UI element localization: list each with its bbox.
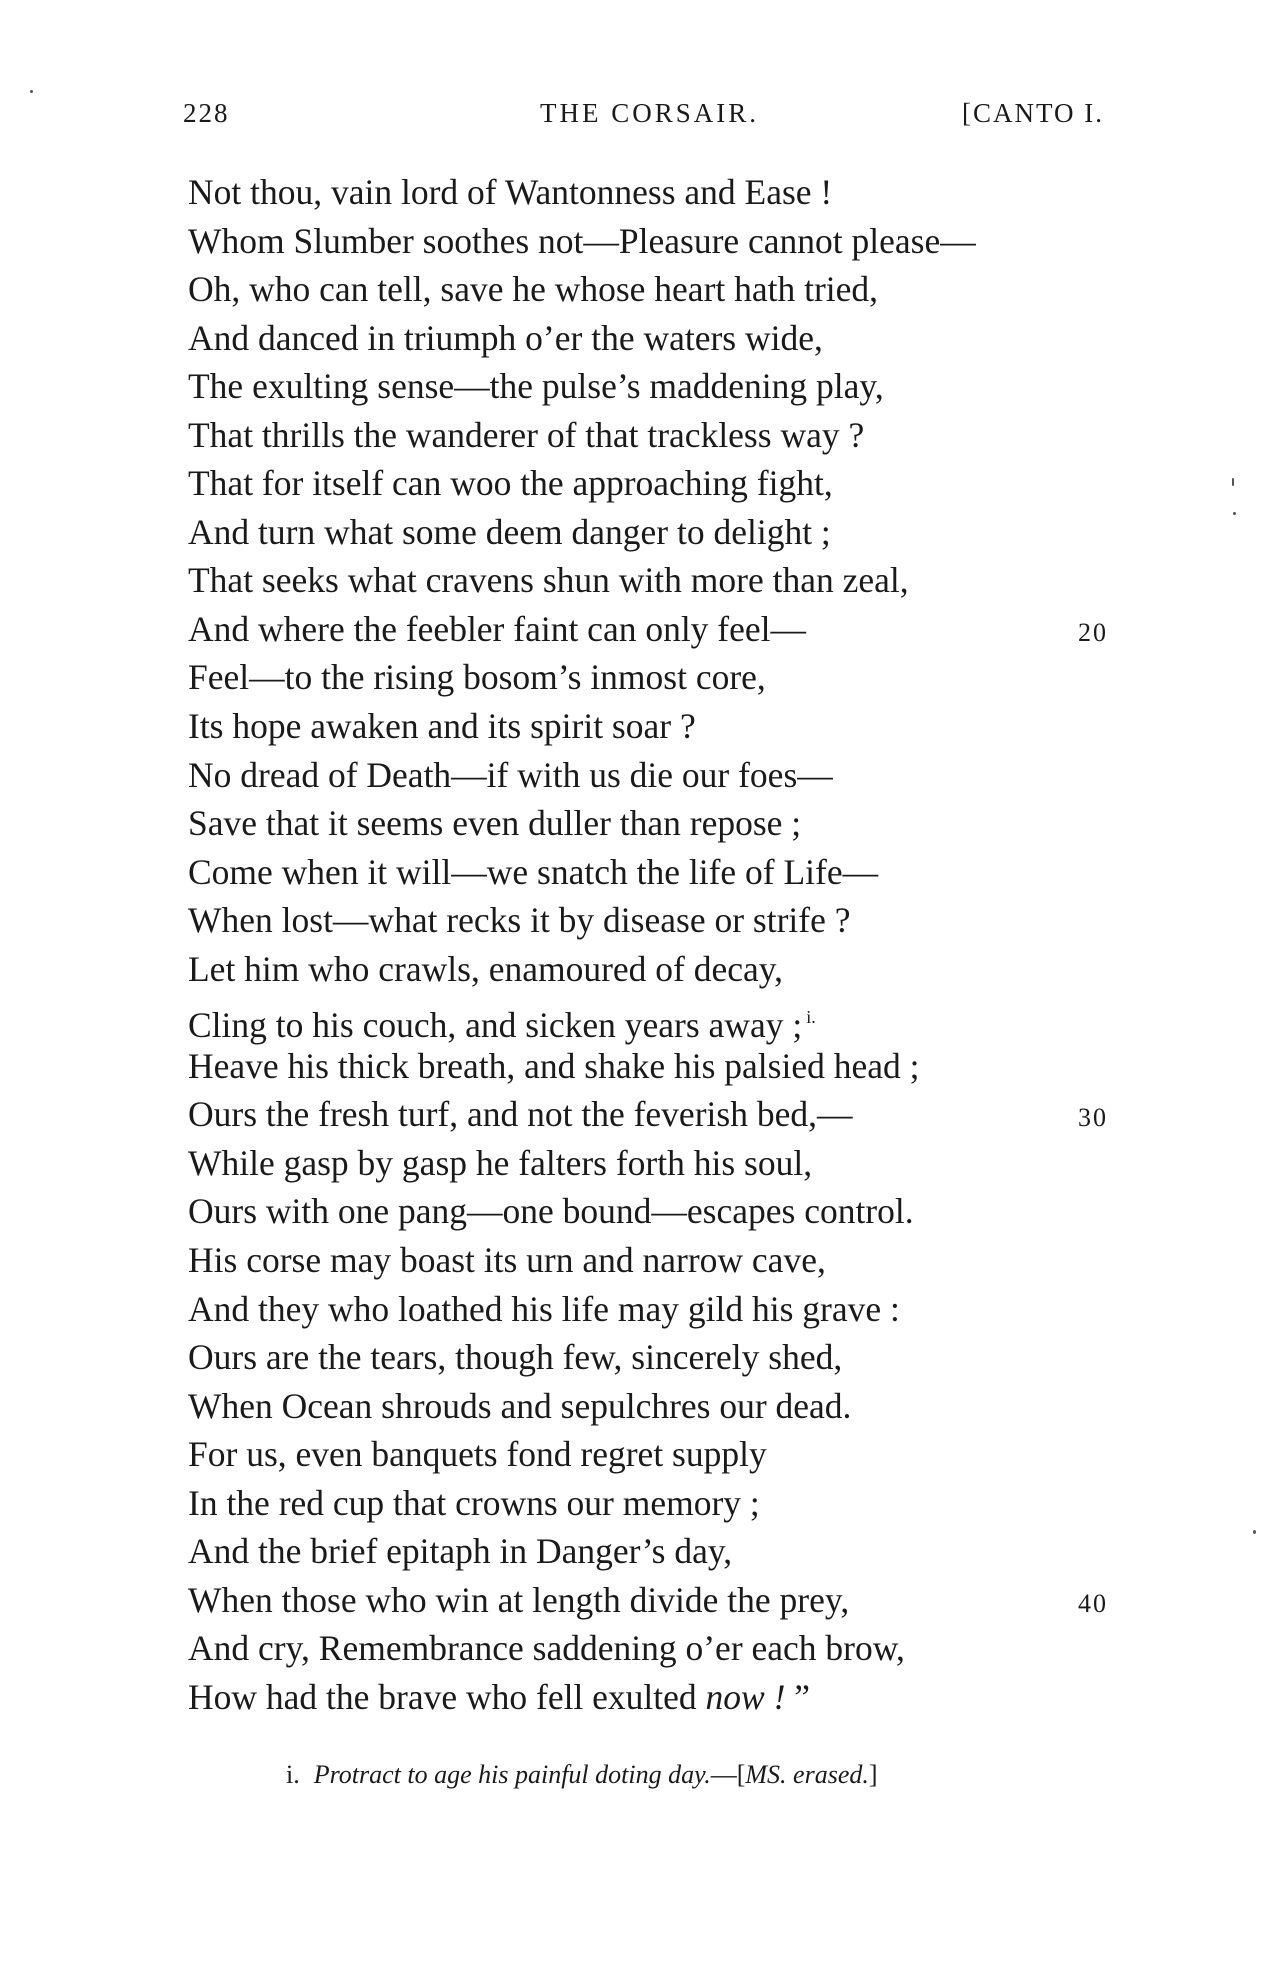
line-text: And danced in triumph o’er the waters wide, [188,317,823,358]
poem-line [188,1285,1148,1334]
running-title: THE CORSAIR. [540,98,760,128]
line-text: The exulting sense—the pulse’s maddening play, [188,366,884,407]
poem-line [188,1236,1148,1285]
poem-line [188,945,1148,994]
poem-line [188,1479,1148,1528]
poem-line [188,799,1148,848]
poem-line [188,1333,1148,1382]
line-number-30: 30 [1078,1103,1108,1133]
line-text: For us, even banquets fond regret supply [188,1434,767,1475]
line-text: Ours the fresh turf, and not the feverish bed,— [188,1094,853,1135]
poem-line [188,1576,1148,1625]
line-text: Ours with one pang—one bound—escapes control. [188,1191,914,1232]
footnote-text: Protract to age his painful doting day. [313,1760,711,1789]
line-text: In the red cup that crowns our memory ; [188,1482,760,1523]
poem-line [188,556,1148,605]
line-text: Come when it will—we snatch the life of Life— [188,851,879,892]
poem-line [188,1527,1148,1576]
footnote [286,1760,878,1790]
poem-line [188,1673,1148,1722]
line-text: And the brief epitaph in Danger’s day, [188,1531,733,1572]
poem-line [188,751,1148,800]
footnote-reference: i. [806,1007,816,1028]
line-text: That seeks what cravens shun with more than zeal, [188,560,909,601]
footnote-close: ] [868,1760,878,1789]
poem-line [188,896,1148,945]
paper-speck [1232,478,1234,486]
line-text: When lost—what recks it by disease or strife ? [188,900,851,941]
line-text: Its hope awaken and its spirit soar ? [188,706,696,747]
poem-line [188,702,1148,751]
canto-label: [CANTO I. [962,98,1104,128]
footnote-dash: —[ [710,1760,746,1789]
line-text: And turn what some deem danger to delight ; [188,511,831,552]
poem-line [188,653,1148,702]
line-text: When those who win at length divide the prey, [188,1579,850,1620]
line-text: Not thou, vain lord of Wantonness and Ease ! [188,172,833,212]
poem-line [188,168,1148,217]
paper-speck [1233,512,1236,515]
line-text: Feel—to the rising bosom’s inmost core, [188,657,766,698]
line-text: No dread of Death—if with us die our foes— [188,754,833,795]
poem-stanza [188,168,1148,1722]
line-text: And cry, Remembrance saddening o’er each brow, [188,1628,905,1669]
poem-line [188,605,1148,654]
footnote-mark: i. [286,1760,300,1789]
footnote-source: MS. erased. [745,1760,869,1789]
emphasized-word: now ! [705,1676,786,1717]
line-text: Save that it seems even duller than repose ; [188,803,802,844]
line-number-40: 40 [1078,1588,1108,1618]
poem-line [188,314,1148,363]
page-header [0,98,1277,138]
line-text: When Ocean shrouds and sepulchres our dead. [188,1385,852,1426]
poem-line [188,1430,1148,1479]
line-text: Whom Slumber soothes not—Pleasure cannot please— [188,220,976,261]
line-text: How had the brave who fell exulted [188,1676,697,1717]
poem-line [188,1042,1148,1091]
line-text: Let him who crawls, enamoured of decay, [188,948,784,989]
line-text: His corse may boast its urn and narrow cave, [188,1240,826,1281]
poem-line [188,1187,1148,1236]
poem-line [188,459,1148,508]
poem-line [188,1139,1148,1188]
poem-line [188,265,1148,314]
line-text: Cling to his couch, and sicken years away ; [188,1005,803,1046]
page-number: 228 [183,98,230,128]
line-text: And where the feebler faint can only feel— [188,608,807,649]
line-number-20: 20 [1078,617,1108,647]
poem-line [188,508,1148,557]
line-text: And they who loathed his life may gild his grave : [188,1288,900,1329]
closing-quote: ” [785,1676,811,1717]
line-text: That thrills the wanderer of that trackless way ? [188,414,865,455]
line-text: That for itself can woo the approaching fight, [188,463,833,504]
paper-speck [1253,1530,1256,1534]
poem-line [188,993,1148,1046]
poem-line [188,411,1148,460]
paper-speck [30,90,33,93]
line-text: Ours are the tears, though few, sincerely shed, [188,1337,843,1378]
poem-line [188,217,1148,266]
line-text: While gasp by gasp he falters forth his soul, [188,1142,813,1183]
line-text: Oh, who can tell, save he whose heart hath tried, [188,269,879,310]
poem-line [188,1624,1148,1673]
poem-line [188,1090,1148,1139]
poem-line [188,1382,1148,1431]
poem-line [188,848,1148,897]
poem-line [188,362,1148,411]
line-text: Heave his thick breath, and shake his palsied head ; [188,1045,920,1086]
